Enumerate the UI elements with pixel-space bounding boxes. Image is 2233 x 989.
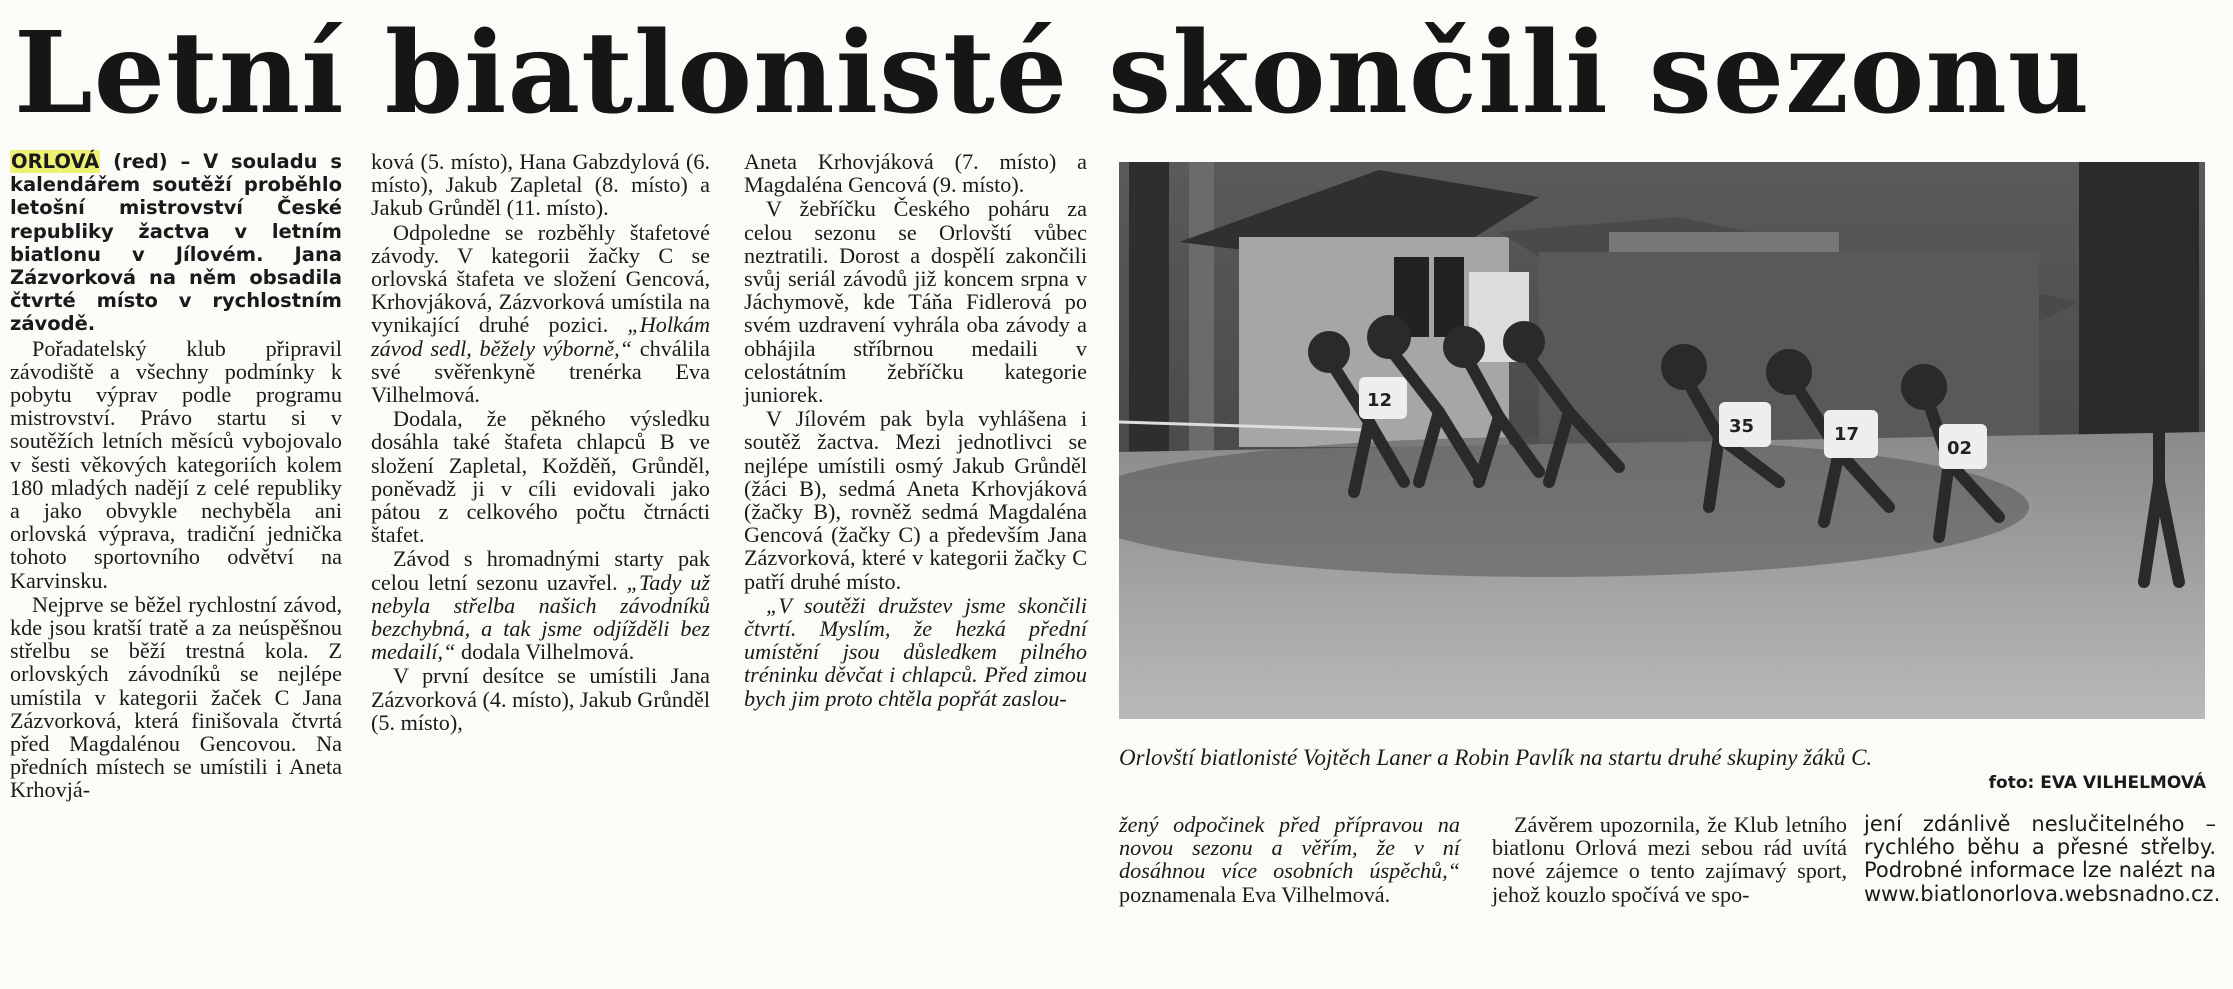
- paragraph: V Jílovém pak byla vyhlášena i soutěž žactva. Mezi jednotlivci se nejlépe umístili osmý Jakub Grůnděl (žáci B), sedmá Aneta Krhovjáková (žačky B), rovněž sedmá Magdaléna Gencová (žačky C) a především Jana Zázvorková, které v kategorii žačky C patří druhé místo.: [744, 406, 1087, 594]
- article-column-5: [1492, 813, 1847, 906]
- paragraph: Závěrem upozornila, že Klub letního biatlonu Orlová mezi sebou rád uvítá nové zájemce o tento zajímavý sport, jehož kouzlo spočívá ve spo-: [1492, 812, 1847, 907]
- article-photo: [1119, 162, 2205, 719]
- article-lead: [10, 150, 342, 336]
- bib-number: 35: [1729, 416, 1755, 437]
- article-column-3: [744, 150, 1087, 710]
- article-column-1: [10, 150, 342, 802]
- quote: žený odpočinek před přípravou na novou sezonu a věřím, že v ní dosáhnou více osobních úspěchů,“: [1119, 812, 1460, 884]
- paragraph: Pořadatelský klub připravil závodiště a všechny podmínky k pobytu výprav podle programu mistrovství. Právo startu si v soutěžích letních měsíců vybojovalo v šesti věkových kategoriích kolem 180 mladých nadějí z celé republiky a jako obvykle nechyběla ani orlovská výprava, tradiční jednička tohoto sportovního odvětví na Karvinsku.: [10, 335, 342, 593]
- paragraph: V první desítce se umístili Jana Zázvorková (4. místo), Jakub Grůnděl (5. místo),: [371, 663, 710, 735]
- bib-number: 12: [1367, 390, 1393, 411]
- quote: „Holkám závod sedl, běžely výborně,“: [371, 312, 710, 361]
- article-column-4: [1119, 813, 1460, 906]
- paragraph: Dodala, že pěkného výsledku dosáhla také štafeta chlapců B ve složení Zapletal, Kožděň, Grůnděl, poněvadž ji v cíli evidovali jako pátou z celkového počtu čtrnácti štafet.: [371, 406, 710, 548]
- paragraph-text: chválila své svěřenkyně trenérka Eva Vilhelmová.: [371, 335, 710, 408]
- quote: „Tady už nebyla střelba našich závodníků bezchybná, a tak jsme odjížděli bez medailí,“: [371, 569, 710, 665]
- bib-number: 02: [1947, 438, 1973, 459]
- lead-text: V souladu s kalendářem soutěží proběhlo letošní mistrovství České republiky žactva v letním biatlonu v Jílovém. Jana Zázvorková na něm obsadila čtvrté místo v rychlostním závodě.: [10, 150, 342, 336]
- paragraph-text: Závod s hromadnými starty pak celou letní sezonu uzavřel.: [371, 546, 710, 595]
- quote: „V soutěži družstev jsme skončili čtvrtí. Myslím, že hezká přední umístění jsou důsledkem pilného tréninku děvčat i chlapců. Před zimou bych jim proto chtěla popřát zaslou-: [744, 592, 1087, 711]
- paragraph: [371, 547, 710, 663]
- dateline-author: (red) –: [100, 150, 204, 173]
- photo-caption: Orlovští biatlonisté Vojtěch Laner a Robin Pavlík na startu druhé skupiny žáků C.: [1119, 745, 1873, 770]
- paragraph: jení zdánlivě neslučitelného – rychlého běhu a přesné střelby. Podrobné informace lze nalézt na www.biatlonorlova.websnadno.cz.: [1864, 812, 2221, 906]
- paragraph: Aneta Krhovjáková (7. místo) a Magdaléna Gencová (9. místo).: [744, 149, 1087, 198]
- bib-number: 17: [1834, 424, 1860, 445]
- paragraph: ková (5. místo), Hana Gabzdylová (6. místo), Jakub Zapletal (8. místo) a Jakub Grůnděl (11. místo).: [371, 149, 710, 221]
- photo-runners-start-icon: [1119, 162, 2205, 719]
- article-headline: Letní biatlonisté skončili sezonu: [14, 8, 2091, 139]
- photo-credit: foto: EVA VILHELMOVÁ: [1988, 773, 2206, 793]
- paragraph: [371, 221, 710, 407]
- paragraph-text: Odpoledne se rozběhly štafetové závody. V kategorii žačky C se orlovská štafeta ve složení Gencová, Krhovjáková, Zázvorková umístila na vynikající druhé pozici.: [371, 219, 710, 338]
- article-column-6: [1864, 812, 2221, 906]
- article-column-2: [371, 150, 710, 734]
- paragraph: V žebříčku Českého poháru za celou sezonu se Orlovští vůbec neztratili. Dorost a dospělí zakončili svůj seriál závodů již koncem srpna v Jáchymově, kde Táňa Fidlerová po svém uzdravení vyhrála oba závody a obhájila stříbrnou medaili v celostátním žebříčku kategorie juniorek.: [744, 196, 1087, 408]
- paragraph: [1119, 813, 1460, 906]
- paragraph: Nejprve se běžel rychlostní závod, kde jsou kratší tratě a za neúspěšnou střelbu se běží trestná kola. Z orlovských závodníků se nejlépe umístila v kategorii žaček C Jana Zázvorková, která finišovala čtvrtá před Magdalénou Gencovou. Na předních místech se umístili i Aneta Krhovjá-: [10, 591, 342, 803]
- paragraph-text: poznamenala Eva Vilhelmová.: [1119, 881, 1391, 907]
- dateline-place: ORLOVÁ: [11, 150, 100, 173]
- paragraph-text: dodala Vilhelmová.: [455, 639, 635, 665]
